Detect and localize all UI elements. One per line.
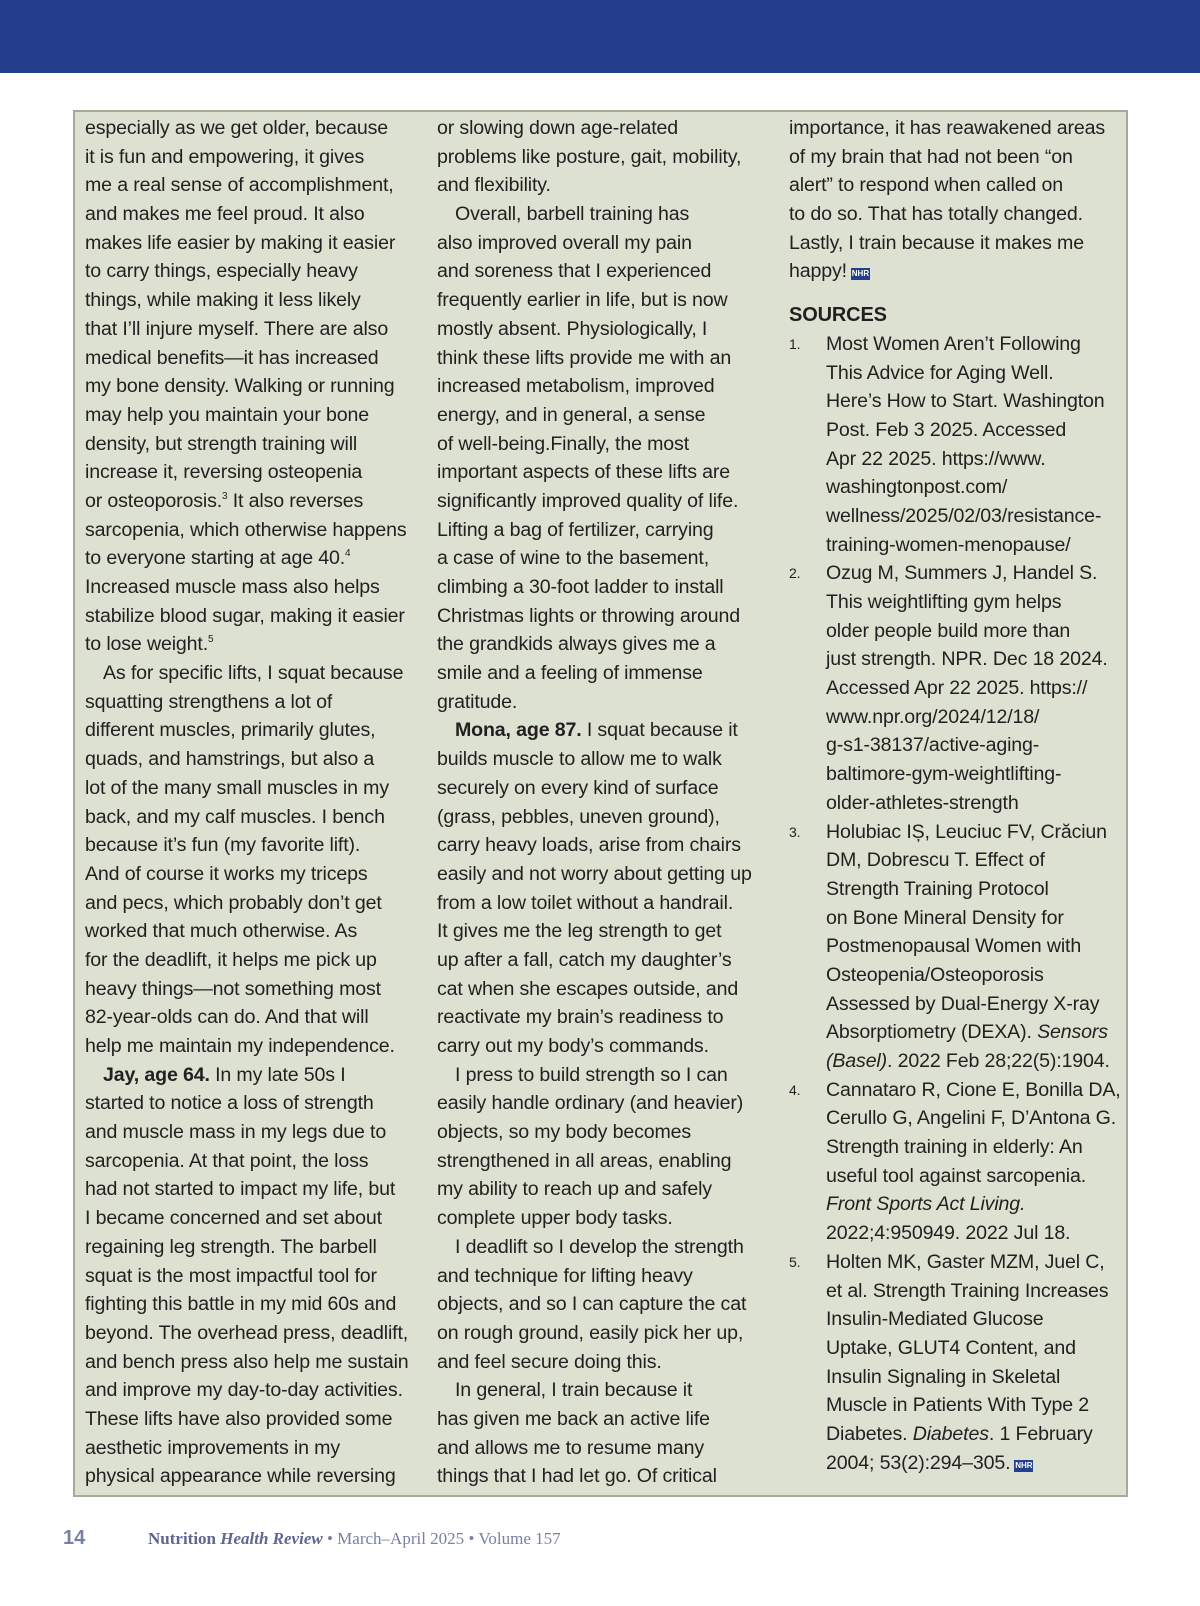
text-line: carry out my body’s commands. (437, 1035, 709, 1057)
reference-number: 3. (789, 823, 801, 840)
text-line: Lastly, I train because it makes me (789, 231, 1084, 254)
text-line (85, 487, 430, 516)
text-line: my bone density. Walking or running (85, 375, 395, 398)
text-line: 2022;4:950949. 2022 Jul 18. (826, 1222, 1071, 1245)
text-line: Apr 22 2025. https://www. (826, 447, 1046, 470)
text-line: regaining leg strength. The barbell (85, 1235, 377, 1258)
text-line: Lifting a bag of fertilizer, carrying (437, 518, 714, 541)
nhr-end-mark-icon: NHR (851, 269, 870, 279)
text-line: And of course it works my triceps (85, 862, 368, 885)
text-line: the grandkids always gives me a (437, 633, 716, 656)
reference-number: 5. (789, 1253, 801, 1270)
header-band (0, 0, 1200, 73)
text-line: This weightlifting gym helps (826, 591, 1062, 613)
text-line: squat is the most impactful tool for (85, 1264, 377, 1287)
text-line: for the deadlift, it helps me pick up (85, 948, 377, 971)
text-line: Ozug M, Summers J, Handel S. (826, 562, 1098, 585)
nhr-end-mark-icon: NHR (1015, 1460, 1033, 1470)
citation-superscript: 5 (208, 634, 214, 646)
text-line (789, 257, 1119, 286)
publication-name-italic: Health Review (220, 1529, 323, 1548)
publication-name: Nutrition (148, 1529, 216, 1548)
text-line: and bench press also help me sustain (85, 1350, 409, 1373)
text-line: mostly absent. Physiologically, I (437, 317, 708, 340)
text-line: Osteopenia/Osteoporosis (826, 963, 1044, 986)
text-line: increase it, reversing osteopenia (85, 461, 363, 484)
text-line: up after a fall, catch my daughter’s (437, 948, 732, 971)
journal-title: Sensors (1037, 1021, 1108, 1044)
text-line: Postmenopausal Women with (826, 935, 1082, 958)
text-line: climbing a 30-foot ladder to install (437, 576, 724, 598)
article-column-2 (437, 114, 782, 1491)
text-line: energy, and in general, a sense (437, 403, 706, 426)
text-line: It gives me the leg strength to get (437, 920, 722, 943)
text-line: strengthened in all areas, enabling (437, 1149, 732, 1172)
journal-title: (Basel) (826, 1050, 888, 1072)
speaker-name: Jay, age 64. (103, 1063, 210, 1086)
text-line: I press to build strength so I can (455, 1063, 728, 1086)
text-line: Accessed Apr 22 2025. https:// (826, 677, 1088, 700)
text-line: fighting this battle in my mid 60s and (85, 1293, 397, 1316)
text-line: may help you maintain your bone (85, 403, 369, 426)
text-line (85, 1061, 430, 1090)
text-line: quads, and hamstrings, but also a (85, 748, 375, 771)
text-line: In general, I train because it (455, 1379, 693, 1402)
reference-number: 2. (789, 565, 801, 582)
text-segment: I squat because it (581, 719, 738, 742)
text-line (826, 1420, 1119, 1449)
text-line: smile and a feeling of immense (437, 662, 703, 685)
text-segment: . 1 February (988, 1422, 1093, 1445)
publication-line (148, 1529, 561, 1549)
text-line: on rough ground, easily pick her up, (437, 1321, 744, 1344)
reference-item (789, 330, 1119, 560)
citation-superscript: 4 (345, 548, 351, 560)
text-line: worked that much otherwise. As (85, 920, 358, 943)
text-line: Post. Feb 3 2025. Accessed (826, 418, 1067, 441)
text-line: on Bone Mineral Density for (826, 906, 1064, 929)
text-line: gratitude. (437, 690, 518, 713)
text-line: significantly improved quality of life. (437, 489, 739, 512)
text-line: and technique for lifting heavy (437, 1264, 693, 1287)
text-line: et al. Strength Training Increases (826, 1279, 1109, 1302)
text-line (85, 544, 430, 573)
text-segment: 2004; 53(2):294–305. (826, 1451, 1011, 1474)
text-line: of well-being.Finally, the most (437, 432, 689, 455)
text-line (437, 716, 782, 745)
text-line: and makes me feel proud. It also (85, 203, 365, 226)
text-line: These lifts have also provided some (85, 1407, 393, 1430)
text-line: problems like posture, gait, mobility, (437, 145, 742, 168)
text-line (85, 630, 430, 659)
text-line: and muscle mass in my legs due to (85, 1121, 387, 1144)
text-line: important aspects of these lifts are (437, 461, 731, 484)
text-line: from a low toilet without a handrail. (437, 891, 734, 914)
text-line: and allows me to resume many (437, 1436, 704, 1459)
text-line: density, but strength training will (85, 432, 358, 455)
text-line: that I’ll injure myself. There are also (85, 317, 389, 340)
text-line: 82-year-olds can do. And that will (85, 1006, 369, 1029)
text-line: Muscle in Patients With Type 2 (826, 1394, 1090, 1417)
text-line: medical benefits—it has increased (85, 346, 379, 369)
text-line: squatting strengthens a lot of (85, 690, 333, 713)
text-line: think these lifts provide me with an (437, 346, 732, 369)
text-line: physical appearance while reversing (85, 1465, 396, 1488)
text-line: complete upper body tasks. (437, 1207, 673, 1230)
text-segment: . 2022 Feb 28;22(5):1904. (887, 1050, 1110, 1072)
text-line: washingtonpost.com/ (826, 476, 1008, 499)
text-line: and flexibility. (437, 174, 551, 197)
text-segment: happy! (789, 260, 847, 283)
text-line: me a real sense of accomplishment, (85, 174, 394, 197)
text-line: older people build more than (826, 619, 1071, 642)
volume-number: Volume 157 (478, 1529, 561, 1548)
text-line: aesthetic improvements in my (85, 1436, 340, 1459)
text-line: This Advice for Aging Well. (826, 361, 1054, 384)
text-line: (grass, pebbles, uneven ground), (437, 805, 720, 828)
text-line: Overall, barbell training has (455, 203, 690, 226)
reference-item (789, 818, 1119, 1076)
text-line: help me maintain my independence. (85, 1035, 395, 1057)
text-line: my ability to reach up and safely (437, 1178, 712, 1201)
text-line: Cerullo G, Angelini F, D’Antona G. (826, 1107, 1117, 1130)
text-line: or slowing down age-related (437, 117, 679, 139)
text-line: had not started to impact my life, but (85, 1178, 396, 1201)
text-line: makes life easier by making it easier (85, 231, 396, 254)
text-segment: It also reverses (227, 489, 364, 512)
text-line: and improve my day-to-day activities. (85, 1379, 403, 1402)
text-line: easily handle ordinary (and heavier) (437, 1092, 744, 1115)
text-line: builds muscle to allow me to walk (437, 748, 722, 771)
text-line: started to notice a loss of strength (85, 1092, 374, 1115)
reference-item (789, 1076, 1119, 1248)
journal-title: Front Sports Act Living. (826, 1193, 1026, 1216)
text-line (826, 1047, 1119, 1076)
reference-item (789, 1248, 1119, 1478)
text-line: alert” to respond when called on (789, 174, 1064, 197)
text-line: also improved overall my pain (437, 231, 692, 254)
text-line: Strength training in elderly: An (826, 1136, 1083, 1159)
text-line: Holten MK, Gaster MZM, Juel C, (826, 1250, 1105, 1273)
text-line: I became concerned and set about (85, 1207, 382, 1230)
text-line: importance, it has reawakened areas (789, 117, 1106, 139)
text-segment: In my late 50s I (209, 1063, 346, 1086)
article-column-1 (85, 114, 430, 1491)
text-line: Cannataro R, Cione E, Bonilla DA, (826, 1078, 1121, 1101)
reference-item (789, 559, 1119, 817)
journal-title: Diabetes (912, 1422, 989, 1445)
text-segment: to lose weight. (85, 633, 209, 656)
text-line: sarcopenia, which otherwise happens (85, 518, 407, 541)
text-line: carry heavy loads, arise from chairs (437, 834, 741, 857)
text-line: Here’s How to Start. Washington (826, 390, 1105, 413)
text-line: www.npr.org/2024/12/18/ (826, 705, 1040, 728)
text-line: increased metabolism, improved (437, 375, 715, 398)
spacer (789, 286, 1119, 301)
reference-number: 1. (789, 335, 801, 352)
text-line (826, 1190, 1119, 1219)
text-line: objects, so my body becomes (437, 1121, 692, 1144)
text-line (826, 1449, 1119, 1478)
text-line: especially as we get older, because (85, 117, 388, 139)
text-line: stabilize blood sugar, making it easier (85, 604, 405, 627)
text-line: Uptake, GLUT4 Content, and (826, 1336, 1076, 1359)
text-line: baltimore-gym-weightlifting- (826, 763, 1062, 786)
text-line: wellness/2025/02/03/resistance- (826, 504, 1102, 527)
text-line: to carry things, especially heavy (85, 260, 358, 283)
text-line: older-athletes-strength (826, 791, 1019, 814)
text-line: Insulin Signaling in Skeletal (826, 1365, 1061, 1388)
issue-date: March–April 2025 (337, 1529, 465, 1548)
text-segment: Absorptiometry (DEXA). (826, 1021, 1032, 1044)
text-segment: to everyone starting at age 40. (85, 547, 346, 570)
text-line: useful tool against sarcopenia. (826, 1164, 1087, 1187)
text-line: Strength Training Protocol (826, 877, 1049, 900)
separator: • (468, 1529, 475, 1548)
text-line: different muscles, primarily glutes, (85, 719, 376, 742)
text-line: a case of wine to the basement, (437, 547, 710, 570)
text-line: to do so. That has totally changed. (789, 203, 1083, 226)
speaker-name: Mona, age 87. (455, 719, 582, 742)
text-segment: or osteoporosis. (85, 489, 223, 512)
text-line: because it’s fun (my favorite lift). (85, 834, 361, 857)
text-line: Insulin-Mediated Glucose (826, 1308, 1044, 1331)
text-line: Christmas lights or throwing around (437, 604, 740, 627)
text-line: beyond. The overhead press, deadlift, (85, 1321, 409, 1344)
text-line: g-s1-38137/active-aging- (826, 734, 1040, 757)
text-line: back, and my calf muscles. I bench (85, 805, 385, 828)
text-line: cat when she escapes outside, and (437, 977, 739, 1000)
text-line: just strength. NPR. Dec 18 2024. (826, 648, 1108, 671)
article-column-3 (789, 114, 1119, 1477)
separator: • (326, 1529, 333, 1548)
text-line: reactivate my brain’s readiness to (437, 1006, 724, 1029)
text-line: heavy things—not something most (85, 977, 381, 1000)
text-line: Increased muscle mass also helps (85, 576, 380, 598)
text-segment: Diabetes. (826, 1422, 908, 1445)
reference-number: 4. (789, 1081, 801, 1098)
text-line: it is fun and empowering, it gives (85, 145, 365, 168)
text-line: and soreness that I experienced (437, 260, 712, 283)
text-line: things, while making it less likely (85, 289, 361, 312)
page-number: 14 (63, 1527, 86, 1549)
citation-superscript: 3 (222, 490, 228, 502)
text-line: lot of the many small muscles in my (85, 776, 389, 799)
text-line: and pecs, which probably don’t get (85, 891, 382, 914)
text-line: DM, Dobrescu T. Effect of (826, 849, 1045, 872)
text-line (826, 1018, 1119, 1047)
text-line: securely on every kind of surface (437, 776, 719, 799)
text-line: Most Women Aren’t Following (826, 332, 1081, 355)
text-line: things that I had let go. Of critical (437, 1465, 717, 1488)
text-line: sarcopenia. At that point, the loss (85, 1149, 369, 1172)
text-line: I deadlift so I develop the strength (455, 1235, 744, 1258)
text-line: As for specific lifts, I squat because (103, 662, 404, 685)
text-line: Assessed by Dual-Energy X-ray (826, 992, 1100, 1015)
text-line: has given me back an active life (437, 1407, 710, 1430)
text-line: training-women-menopause/ (826, 533, 1071, 556)
text-line: frequently earlier in life, but is now (437, 289, 728, 312)
sources-heading: SOURCES (789, 304, 887, 327)
text-line: of my brain that had not been “on (789, 145, 1073, 168)
text-line: objects, and so I can capture the cat (437, 1293, 747, 1316)
text-line: Holubiac IȘ, Leuciuc FV, Crăciun (826, 820, 1107, 843)
text-line: and feel secure doing this. (437, 1350, 662, 1373)
text-line: easily and not worry about getting up (437, 862, 752, 885)
